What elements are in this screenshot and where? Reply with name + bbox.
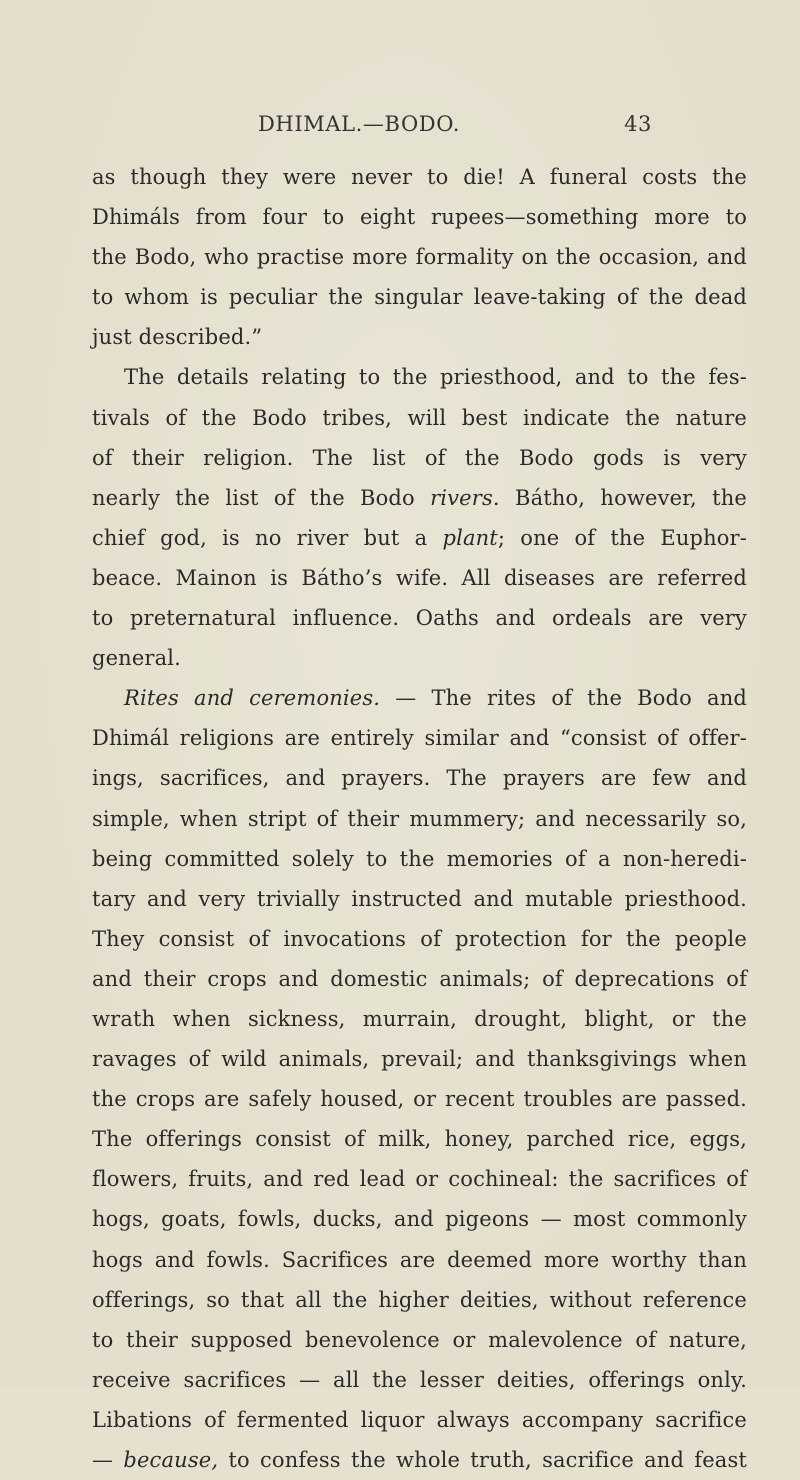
text-line: Dhimáls from four to eight rupees—something more to: [92, 205, 747, 230]
text-line: to preternatural influence. Oaths and ordeals are very: [92, 606, 747, 631]
text-line: the crops are safely housed, or recent troubles are passed.: [92, 1087, 747, 1112]
italic-word: rivers: [430, 485, 493, 510]
text-fragment: ; one of the Euphor-: [497, 525, 747, 550]
text-line: being committed solely to the memories of a non-heredi-: [92, 846, 747, 871]
text-line: as though they were never to die! A funeral costs the: [92, 165, 747, 189]
text-line: They consist of invocations of protection for the people: [92, 926, 747, 951]
text-line: receive sacrifices — all the lesser deities, offerings only.: [92, 1367, 747, 1392]
text-line: Libations of fermented liquor always accompany sacrifice: [92, 1407, 747, 1432]
text-line: [92, 478, 747, 518]
text-line: hogs, goats, fowls, ducks, and pigeons — most commonly: [92, 1207, 747, 1232]
text-line: simple, when stript of their mummery; and necessarily so,: [92, 806, 747, 831]
section-heading: Rites and ceremonies.: [124, 686, 381, 711]
text-line: beace. Mainon is Bátho’s wife. All diseases are referred: [92, 565, 747, 590]
text-line: Dhimál religions are entirely similar and “consist of offer-: [92, 726, 747, 751]
text-line: the Bodo, who practise more formality on the occasion, and: [92, 245, 747, 270]
text-fragment: —: [92, 1448, 124, 1472]
text-line: flowers, fruits, and red lead or cochineal: the sacrifices of: [92, 1167, 747, 1192]
text-line: of their religion. The list of the Bodo gods is very: [92, 445, 747, 470]
text-line: general.: [92, 646, 181, 671]
text-line: The offerings consist of milk, honey, parched rice, eggs,: [92, 1127, 747, 1152]
text-fragment: nearly the list of the Bodo: [92, 485, 431, 510]
text-line: hogs and fowls. Sacrifices are deemed more worthy than: [92, 1247, 747, 1272]
text-line: [92, 518, 747, 558]
text-line: tary and very trivially instructed and mutable priesthood.: [92, 886, 747, 911]
text-line: The details relating to the priesthood, and to the fes-: [124, 365, 747, 390]
running-title: DHIMAL.—BODO.: [258, 112, 461, 136]
text-line: to their supposed benevolence or malevolence of nature,: [92, 1327, 747, 1352]
running-head: [258, 112, 652, 148]
body-text: [92, 157, 747, 1480]
text-fragment: . Bátho, however, the: [492, 485, 747, 510]
text-line: ings, sacrifices, and prayers. The prayers are few and: [92, 766, 747, 791]
text-line: wrath when sickness, murrain, drought, blight, or the: [92, 1006, 747, 1031]
text-line: to whom is peculiar the singular leave-taking of the dead: [92, 285, 747, 310]
text-line: offerings, so that all the higher deities, without reference: [92, 1287, 747, 1312]
text-fragment: — The rites of the Bodo and: [380, 686, 747, 711]
text-line: [92, 678, 747, 718]
text-line: and their crops and domestic animals; of deprecations of: [92, 966, 747, 991]
text-line: [92, 1440, 747, 1480]
page-number: 43: [624, 112, 652, 136]
text-fragment: chief god, is no river but a: [92, 525, 443, 550]
italic-word: because,: [123, 1448, 219, 1472]
text-line: tivals of the Bodo tribes, will best indicate the nature: [92, 405, 747, 430]
italic-word: plant: [442, 525, 498, 550]
text-line: just described.”: [92, 325, 263, 350]
text-fragment: to confess the whole truth, sacrifice and feast: [218, 1448, 747, 1472]
text-line: ravages of wild animals, prevail; and thanksgivings when: [92, 1047, 747, 1072]
